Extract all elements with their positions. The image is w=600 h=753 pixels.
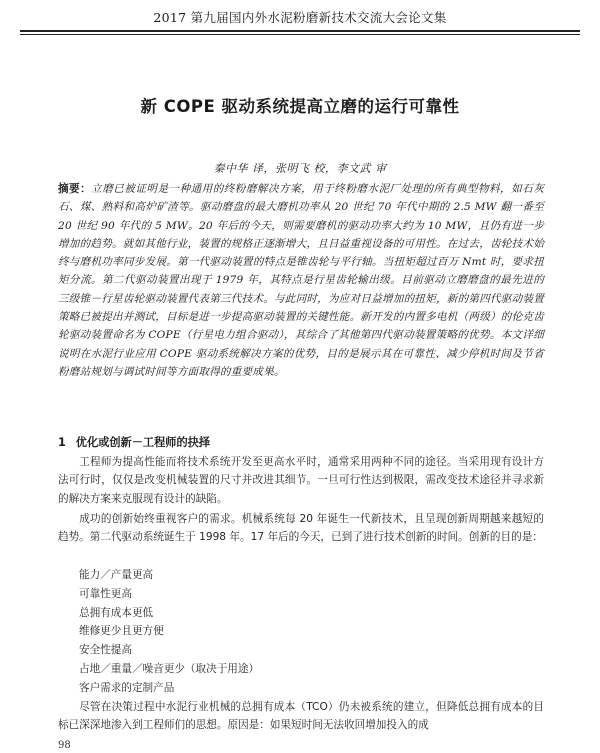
goal-item: 能力／产量更高 <box>79 569 154 581</box>
abstract-label: 摘要： <box>58 183 92 195</box>
abstract <box>58 180 544 381</box>
body-paragraph-3: 尽管在决策过程中水泥行业机械的总拥有成本（TCO）仍未被系统的建立，但降低总拥有成本的目标已深深地渗入到工程师们的思想。原因是：如果短时间无法收回增加投入的成 <box>58 701 544 732</box>
goal-item: 占地／重量／噪音更少（取决于用途） <box>79 662 260 675</box>
goal-item: 维修更少且更方便 <box>79 625 164 638</box>
body-paragraph-1: 工程师为提高性能而将技术系统开发至更高水平时，通常采用两种不同的途径。当采用现有设计方法可行时，仅仅是改变机械装置的尺寸并改进其细节。一旦可行性达到极限，需改变技术途径并寻求新的解决方案来克服现有设计的缺陷。 <box>58 456 544 505</box>
goal-item: 可靠性更高 <box>79 587 132 600</box>
goal-item: 客户需求的定制产品 <box>79 681 175 694</box>
goal-item: 总拥有成本更低 <box>79 606 154 619</box>
article-authors: 秦中华 译，张明飞 校，李文武 审 <box>213 162 387 175</box>
page-number: 98 <box>58 740 71 751</box>
running-header <box>20 8 580 32</box>
goal-item: 安全性提高 <box>79 644 132 657</box>
section-number: 1 <box>58 436 66 449</box>
body-paragraph-2: 成功的创新始终重视客户的需求。机械系统每 20 年诞生一代新技术，且呈现创新周期越来越短的趋势。第二代驱动系统诞生于 1998 年。17 年后的今天，已到了进行技术创新的时间。创新的目的是： <box>58 513 544 544</box>
abstract-text: 立磨已被证明是一种通用的终粉磨解决方案，用于终粉磨水泥厂处理的所有典型物料，如石灰石、煤、熟料和高炉矿渣等。驱动磨盘的最大磨机功率从 20 世纪 70 年代中期的 2.5 MW 翻一番至 20 世纪 90 年代的 5 MW。20 年后的今天，则需要磨机的驱动功率大约为 10 MW，且仍有进一步增加的趋势。就如其他行业，装置的规格正逐渐增大，且日益重视设备的可用性。在过去，齿轮技术始终与磨机功率同步发展。第一代驱动装置的特点是锥齿轮与平行轴。当扭矩超过百万 Nmt 时，要求扭矩分流。第二代驱动装置出现于 1979 年，其特点是行星齿轮输出级。目前驱动立磨磨盘的最先进的三级锥－行星齿轮驱动装置代表第三代技术。与此同时，为应对日益增加的扭矩，新的第四代驱动装置策略已被提出并测试，目标是进一步提高驱动装置的关键性能。新开发的内置多电机（两级）的伦克齿轮驱动装置命名为 COPE（行星电力组合驱动），其综合了其他第四代驱动装置策略的优势。本文详细说明在水泥行业应用 COPE 驱动系统解决方案的优势，目的是展示其在可靠性、减少停机时间及节省粉磨站规划与调试时间等方面取得的重要成果。 <box>58 183 544 378</box>
section-title: 优化或创新－工程师的抉择 <box>75 436 211 449</box>
innovation-goals-list <box>79 566 519 698</box>
article-title: 新 COPE 驱动系统提高立磨的运行可靠性 <box>140 97 460 116</box>
section-heading <box>58 434 544 450</box>
running-title: 2017 第九届国内外水泥粉磨新技术交流大会论文集 <box>153 10 447 25</box>
